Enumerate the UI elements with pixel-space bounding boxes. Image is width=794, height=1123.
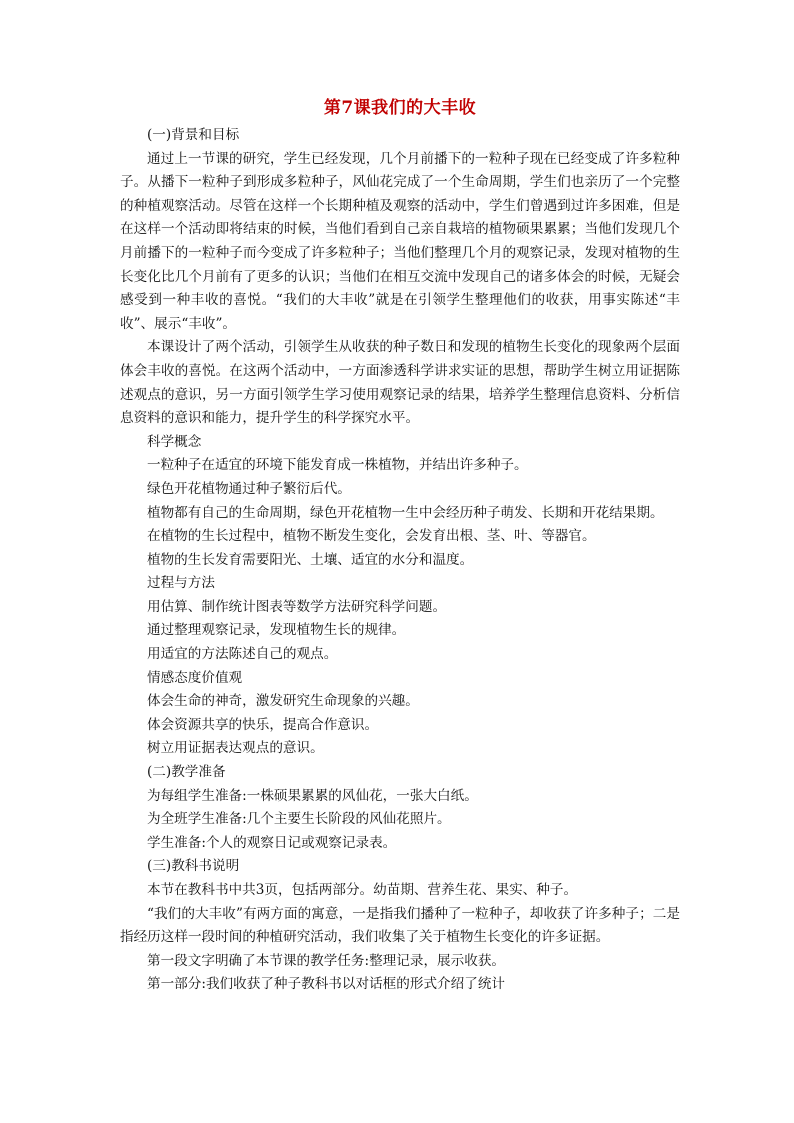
paragraph-design: 本课设计了两个活动，引领学生从收获的种子数日和发现的植物生长变化的现象两个层面体会丰收的喜悦。在这两个活动中，一方面渗透科学讲求实证的思想，帮助学生树立用证据陈述观点的意识，另一方面引领学生学习使用观察记录的结果，培养学生整理信息资料、分析信息资料的意识和能力，提升学生的科学探究水平。 [120, 339, 680, 427]
textbook-paragraph: 第一部分:我们收获了种子教科书以对话框的形式介绍了统计 [147, 976, 506, 993]
concepts-heading: 科学概念 [147, 433, 202, 450]
section-heading-background: (一)背景和目标 [147, 127, 240, 143]
concept-item: 植物都有自己的生命周期，绿色开花植物一生中会经历种子萌发、长期和开花结果期。 [147, 504, 664, 521]
attitude-item: 树立用证据表达观点的意识。 [147, 740, 324, 757]
process-heading: 过程与方法 [147, 575, 215, 592]
prep-item: 学生准备:个人的观察日记或观察记录表。 [147, 834, 397, 851]
prep-item: 为每组学生准备:一株硕果累累的风仙花，一张大白纸。 [147, 787, 478, 804]
textbook-paragraph: “我们的大丰收”有两方面的寓意，一是指我们播种了一粒种子，却收获了许多种子；二是指经历这样一段时间的种植研究活动，我们收集了关于植物生长变化的许多证据。 [120, 905, 680, 946]
attitude-item: 体会生命的神奇，激发研究生命现象的兴趣。 [147, 693, 419, 710]
process-item: 用估算、制作统计图表等数学方法研究科学问题。 [147, 598, 447, 615]
document-title: 第7课我们的大丰收 [323, 98, 477, 118]
process-item: 通过整理观察记录，发现植物生长的规律。 [147, 622, 406, 639]
process-item: 用适宜的方法陈述自己的观点。 [147, 646, 338, 663]
attitude-heading: 情感态度价值观 [147, 669, 243, 686]
section-heading-textbook: (三)教科书说明 [147, 858, 240, 875]
concept-item: 在植物的生长过程中，植物不断发生变化，会发育出根、茎、叶、等器官。 [147, 528, 596, 545]
textbook-paragraph: 第一段文字明确了本节课的教学任务:整理记录，展示收获。 [147, 952, 506, 969]
concept-item: 植物的生长发育需要阳光、土壤、适宜的水分和温度。 [147, 551, 474, 568]
prep-item: 为全班学生准备:几个主要生长阶段的风仙花照片。 [147, 811, 451, 828]
concept-item: 一粒种子在适宜的环境下能发育成一株植物，并结出许多种子。 [147, 457, 528, 474]
attitude-item: 体会资源共享的快乐，提高合作意识。 [147, 716, 379, 733]
section-heading-preparation: (二)教学准备 [147, 764, 226, 781]
textbook-paragraph: 本节在教科书中共3页，包括两部分。幼苗期、营养生花、果实、种子。 [147, 882, 578, 898]
concept-item: 绿色开花植物通过种子繁衍后代。 [147, 480, 351, 497]
document-page [120, 96, 680, 997]
paragraph-background: 通过上一节课的研究，学生已经发现，几个月前播下的一粒种子现在已经变成了许多粒种子。从播下一粒种子到形成多粒种子，风仙花完成了一个生命周期，学生们也亲历了一个完整的种植观察活动。尽管在这样一个长期种植及观察的活动中，学生们曾遇到过许多困难，但是在这样一个活动即将结束的时候，当他们看到自己亲自栽培的植物硕果累累；当他们发现几个月前播下的一粒种子而今变成了许多粒种子；当他们整理几个月的观察记录，发现对植物的生长变化比几个月前有了更多的认识；当他们在相互交流中发现自己的诸多体会的时候，无疑会感受到一种丰收的喜悦。“我们的大丰收”就是在引领学生整理他们的收获，用事实陈述“丰收”、展示“丰收”。 [120, 150, 680, 332]
